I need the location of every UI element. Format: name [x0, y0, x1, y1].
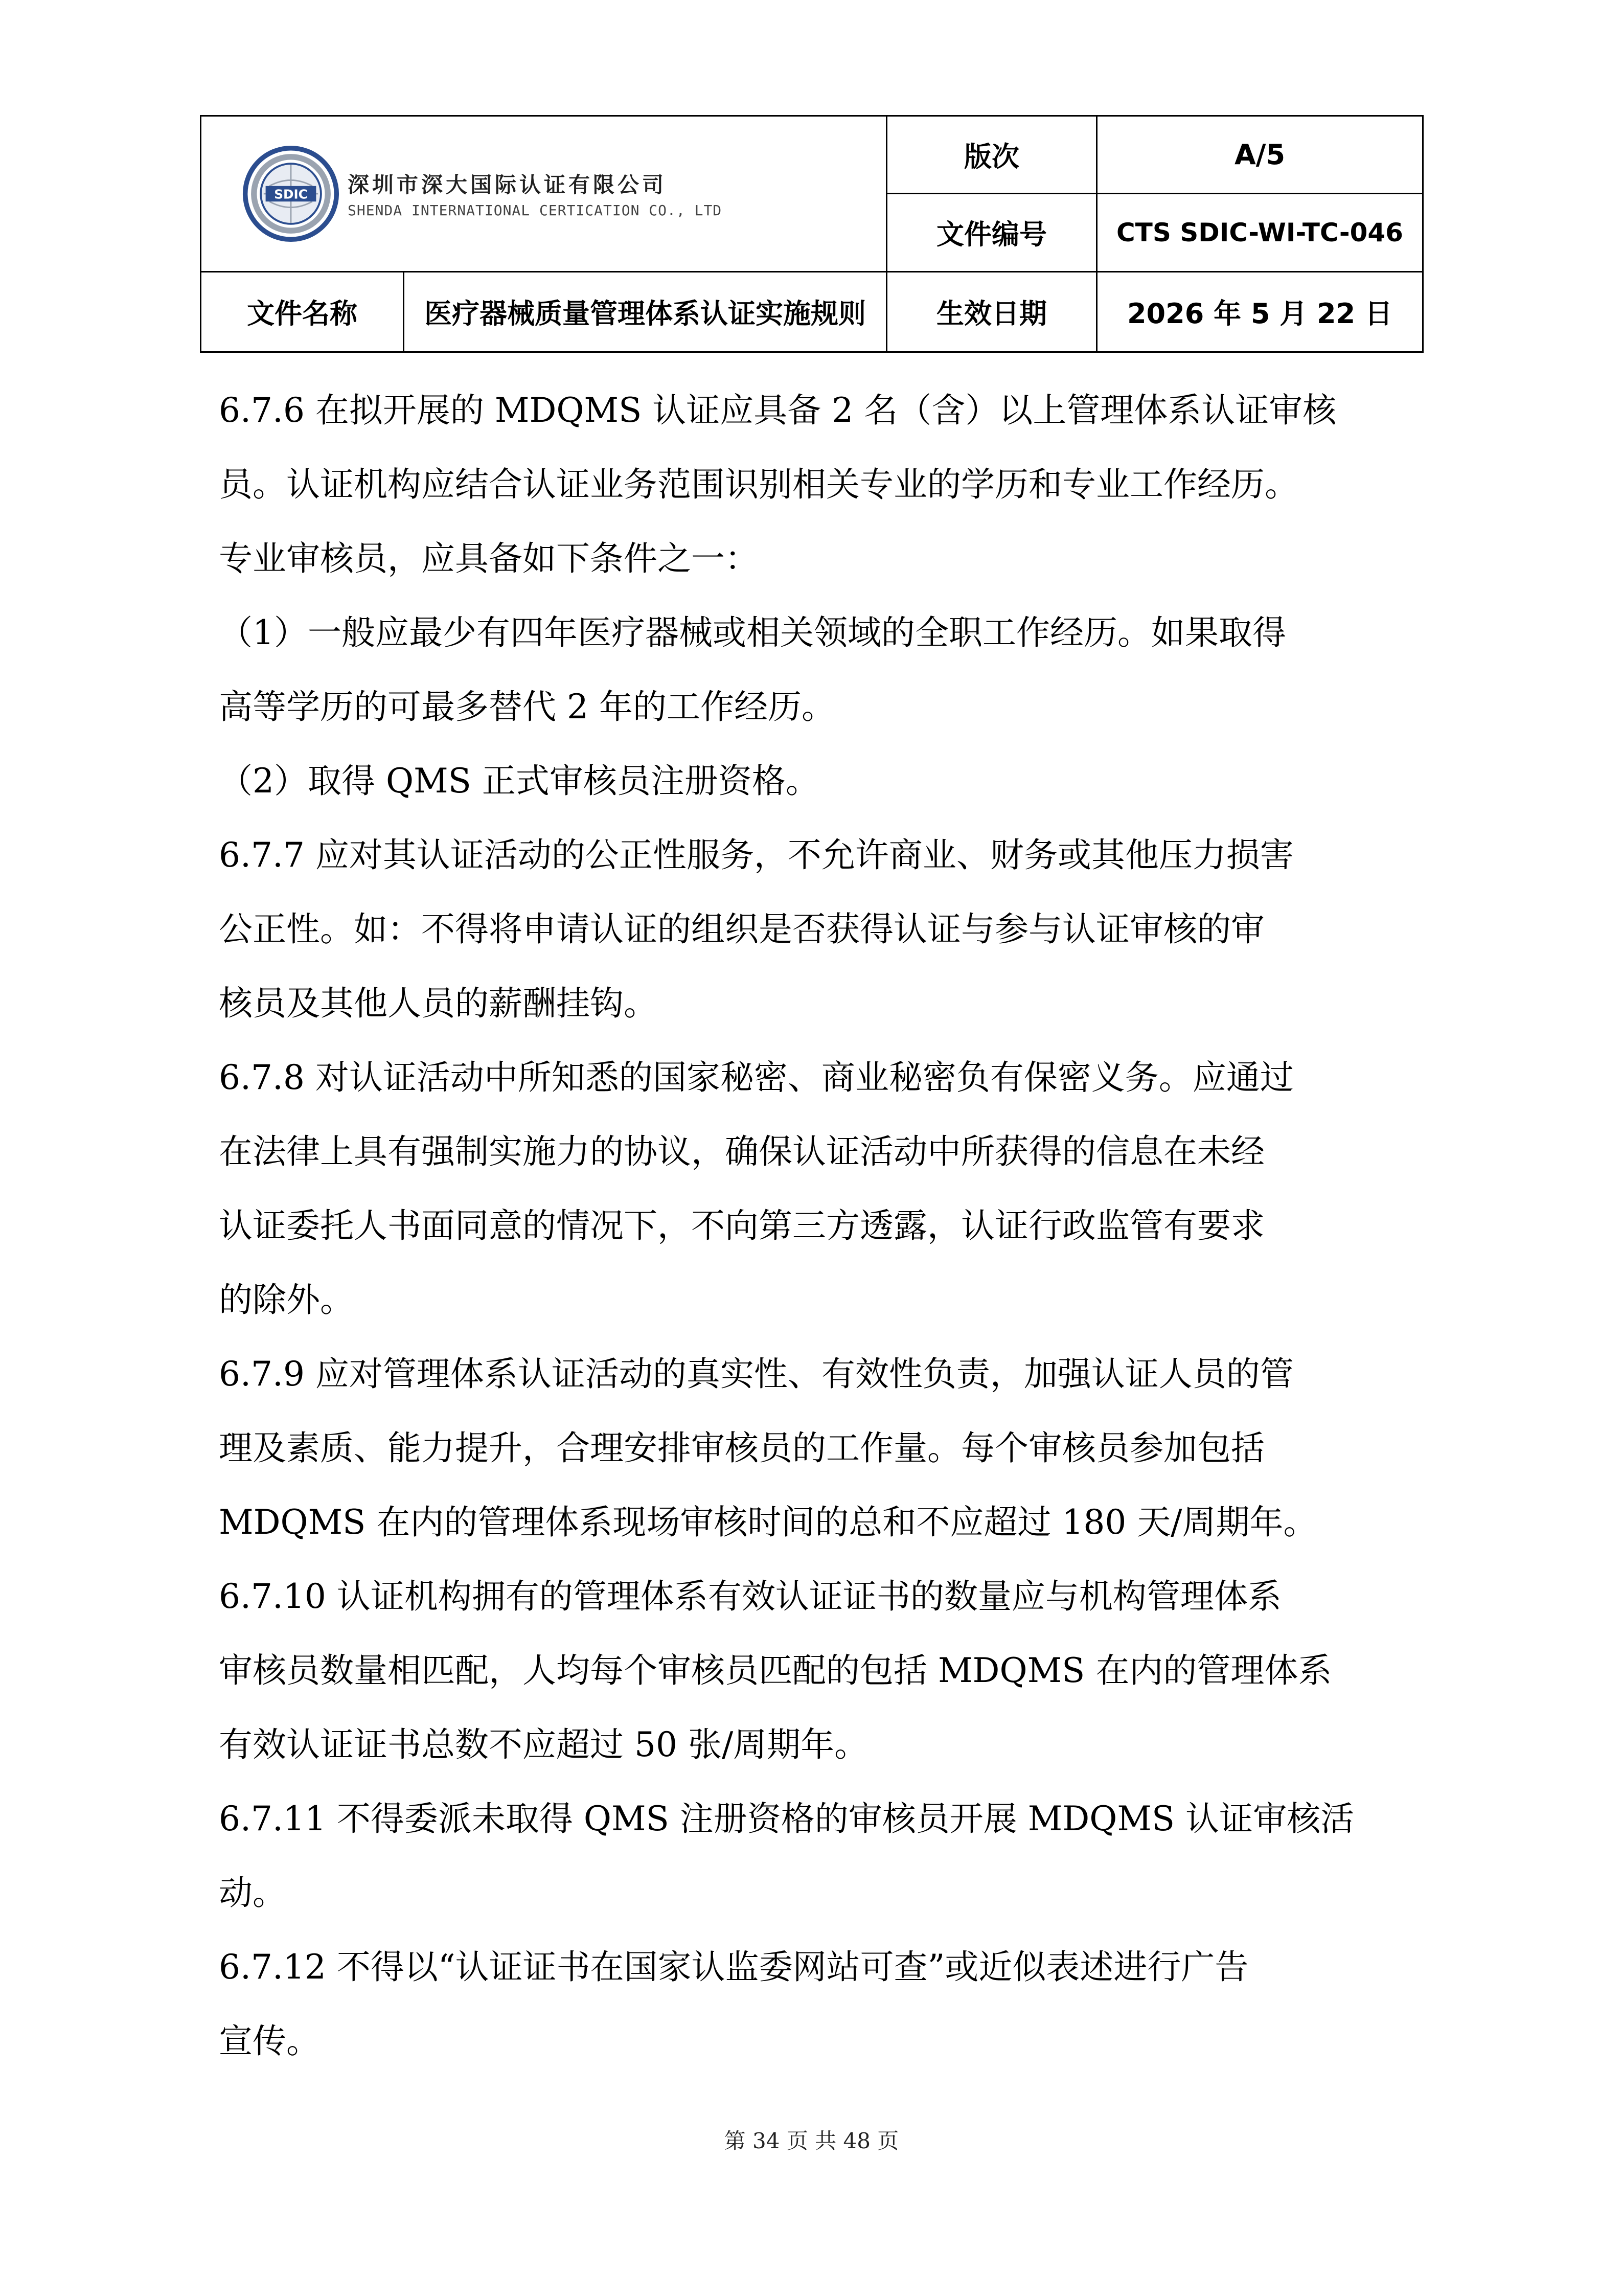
- edition-label: 版次: [887, 116, 1097, 194]
- body-line: 6.7.12 不得以“认证证书在国家认监委网站可查”或近似表述进行广告: [219, 1947, 1249, 1987]
- edition-value: A/5: [1097, 116, 1423, 194]
- body-line: 6.7.6 在拟开展的 MDQMS 认证应具备 2 名（含）以上管理体系认证审核: [219, 391, 1337, 430]
- body-line: 认证委托人书面同意的情况下，不向第三方透露，认证行政监管有要求: [219, 1206, 1265, 1245]
- page-number-footer: 第 34 页 共 48 页: [724, 2128, 899, 2153]
- body-line: 高等学历的可最多替代 2 年的工作经历。: [219, 687, 835, 726]
- document-header-table: [200, 115, 1424, 353]
- body-line: 6.7.10 认证机构拥有的管理体系有效认证证书的数量应与机构管理体系: [219, 1577, 1282, 1616]
- body-line: 专业审核员，应具备如下条件之一：: [219, 539, 759, 578]
- doc-name-value: 医疗器械质量管理体系认证实施规则: [404, 271, 887, 352]
- effective-date-label: 生效日期: [887, 271, 1097, 352]
- logo-text: SDIC: [274, 187, 308, 202]
- body-line: 核员及其他人员的薪酬挂钩。: [219, 984, 657, 1023]
- body-line: MDQMS 在内的管理体系现场审核时间的总和不应超过 180 天/周期年。: [219, 1503, 1317, 1542]
- body-line: 6.7.9 应对管理体系认证活动的真实性、有效性负责，加强认证人员的管: [219, 1354, 1294, 1394]
- body-line: 动。: [219, 1873, 286, 1913]
- company-name-cn: 深圳市深大国际认证有限公司: [348, 172, 667, 198]
- effective-date-value: 2026 年 5 月 22 日: [1097, 271, 1423, 352]
- body-line: 审核员数量相匹配，人均每个审核员匹配的包括 MDQMS 在内的管理体系: [219, 1651, 1332, 1690]
- company-name-en: SHENDA INTERNATIONAL CERTICATION CO., LTD: [348, 202, 722, 219]
- doc-number-value: CTS SDIC-WI-TC-046: [1097, 194, 1423, 271]
- doc-number-label: 文件编号: [887, 194, 1097, 271]
- body-line: 6.7.11 不得委派未取得 QMS 注册资格的审核员开展 MDQMS 认证审核活: [219, 1799, 1355, 1838]
- body-line: 6.7.8 对认证活动中所知悉的国家秘密、商业秘密负有保密义务。应通过: [219, 1058, 1294, 1097]
- body-line: 6.7.7 应对其认证活动的公正性服务，不允许商业、财务或其他压力损害: [219, 835, 1294, 875]
- body-line: （1）一般应最少有四年医疗器械或相关领域的全职工作经历。如果取得: [219, 613, 1286, 652]
- body-line: （2）取得 QMS 正式审核员注册资格。: [219, 761, 819, 801]
- body-line: 有效认证证书总数不应超过 50 张/周期年。: [219, 1725, 868, 1764]
- sdic-logo-icon: [242, 145, 339, 242]
- company-logo-cell: [201, 116, 887, 272]
- doc-name-label: 文件名称: [201, 271, 404, 352]
- body-line: 宣传。: [219, 2021, 320, 2061]
- body-line: 公正性。如：不得将申请认证的组织是否获得认证与参与认证审核的审: [219, 910, 1265, 949]
- body-line: 员。认证机构应结合认证业务范围识别相关专业的学历和专业工作经历。: [219, 465, 1298, 504]
- body-line: 理及素质、能力提升，合理安排审核员的工作量。每个审核员参加包括: [219, 1428, 1265, 1468]
- body-line: 的除外。: [219, 1280, 354, 1320]
- body-line: 在法律上具有强制实施力的协议，确保认证活动中所获得的信息在未经: [219, 1132, 1265, 1171]
- document-body: [219, 373, 1415, 2078]
